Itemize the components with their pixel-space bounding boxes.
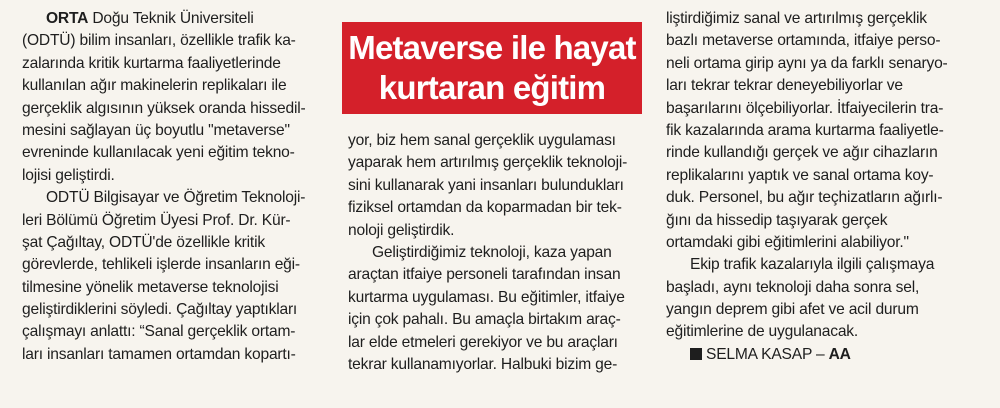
text-line: ları tekrar tekrar deneyebiliyorlar ve [666, 77, 903, 95]
article-column-3 [666, 8, 986, 366]
text-line: lojisi geliştirdi. [22, 166, 115, 184]
text-line: fiziksel ortamdan da koparmadan bir tek- [348, 199, 622, 217]
text-line: duk. Personel, bu ağır teçhizatların ağırlı- [666, 189, 943, 207]
headline-line-1: Metaverse ile hayat [348, 29, 636, 66]
text-line: için çok pahalı. Bu amaçla birtakım araç- [348, 311, 621, 329]
text-line: başladı, aynı teknoloji daha sonra sel, [666, 278, 920, 296]
text-line: lar elde etmeleri gerekiyor ve bu araçları [348, 333, 618, 351]
headline-line-2: kurtaran eğitim [378, 69, 606, 106]
text-line: araçtan itfaiye personeli tarafından insan [348, 266, 621, 284]
text-line: kurtarma uygulaması. Bu eğitimler, itfaiye [348, 288, 625, 306]
lead-word: ORTA [46, 10, 89, 27]
text-line: gerçeklik algısının yüksek oranda hissedil- [22, 99, 306, 117]
text-line: fik kazalarında arama kurtarma faaliyetle- [666, 121, 944, 139]
text-line: zalarında kritik kurtarma faaliyetlerinde [22, 54, 281, 72]
text-line: ğını da hissedip taşıyarak gerçek [666, 211, 888, 229]
text-line: başarılarını ölçebiliyorlar. İtfaiyecilerin tra- [666, 99, 944, 117]
text-line: yor, biz hem sanal gerçeklik uygulaması [348, 132, 616, 149]
text-line: rinde kullandığı gerçek ve ağır cihazların [666, 144, 938, 162]
byline-name: SELMA KASAP – [706, 345, 829, 363]
text-line: ları insanları tamamen ortamdan kopartı- [22, 345, 296, 363]
text-line: Geliştirdiğimiz teknoloji, kaza yapan [372, 243, 612, 261]
square-bullet-icon [690, 348, 702, 360]
text-line: replikalarını yaptık ve sanal ortama koy- [666, 166, 934, 184]
headline-box [342, 22, 642, 114]
text-line: bazlı metaverse ortamında, itfaiye perso- [666, 32, 941, 50]
text-line [22, 8, 330, 30]
text-line: çalışmayı anlattı: “Sanal gerçeklik ortam- [22, 323, 296, 341]
text-line: Ekip trafik kazalarıyla ilgili çalışmaya [690, 256, 935, 274]
byline [666, 344, 986, 366]
text-line: evreninde kullanılacak yeni eğitim tekno- [22, 144, 295, 162]
text-line: eğitimlerine de uygulanacak. [666, 323, 859, 341]
text-line: geliştirdiklerini söyledi. Çağıltay yaptıkları [22, 301, 298, 319]
text-line: ODTÜ Bilgisayar ve Öğretim Teknoloji- [46, 189, 306, 207]
text-line: (ODTÜ) bilim insanları, özellikle trafik ka- [22, 32, 296, 50]
article-column-2 [348, 130, 648, 376]
text-line: neli ortama girip aynı ya da farklı senaryo- [666, 54, 948, 72]
text-line: şat Çağıltay, ODTÜ'de özellikle kritik [22, 233, 265, 251]
article-column-1 [22, 8, 330, 366]
text-line: mesini sağlayan üç boyutlu "metaverse" [22, 121, 290, 139]
byline-agency: AA [828, 345, 851, 363]
text-line: leri Bölümü Öğretim Üyesi Prof. Dr. Kür- [22, 211, 291, 229]
text-line: noloji geliştirdik. [348, 221, 455, 239]
text-line: yaparak hem artırılmış gerçeklik teknoloji- [348, 154, 628, 172]
text-line: görevlerde, tehlikeli işlerde insanların eği- [22, 256, 300, 274]
text-line: ortamdaki gibi eğitimlerini alabiliyor." [666, 233, 909, 251]
text-line: liştirdiğimiz sanal ve artırılmış gerçeklik [666, 10, 927, 27]
lead-line-rest: Doğu Teknik Üniversiteli [88, 10, 254, 27]
text-line: kullanılan ağır makinelerin replikaları ile [22, 77, 287, 95]
text-line: tekrar kullanamıyorlar. Halbuki bizim ge- [348, 355, 618, 373]
text-line: sini kullanarak yani insanları bulundukları [348, 176, 624, 194]
text-line: tilmesine yönelik metaverse teknolojisi [22, 278, 279, 296]
text-line: yangın deprem gibi afet ve acil durum [666, 301, 919, 319]
